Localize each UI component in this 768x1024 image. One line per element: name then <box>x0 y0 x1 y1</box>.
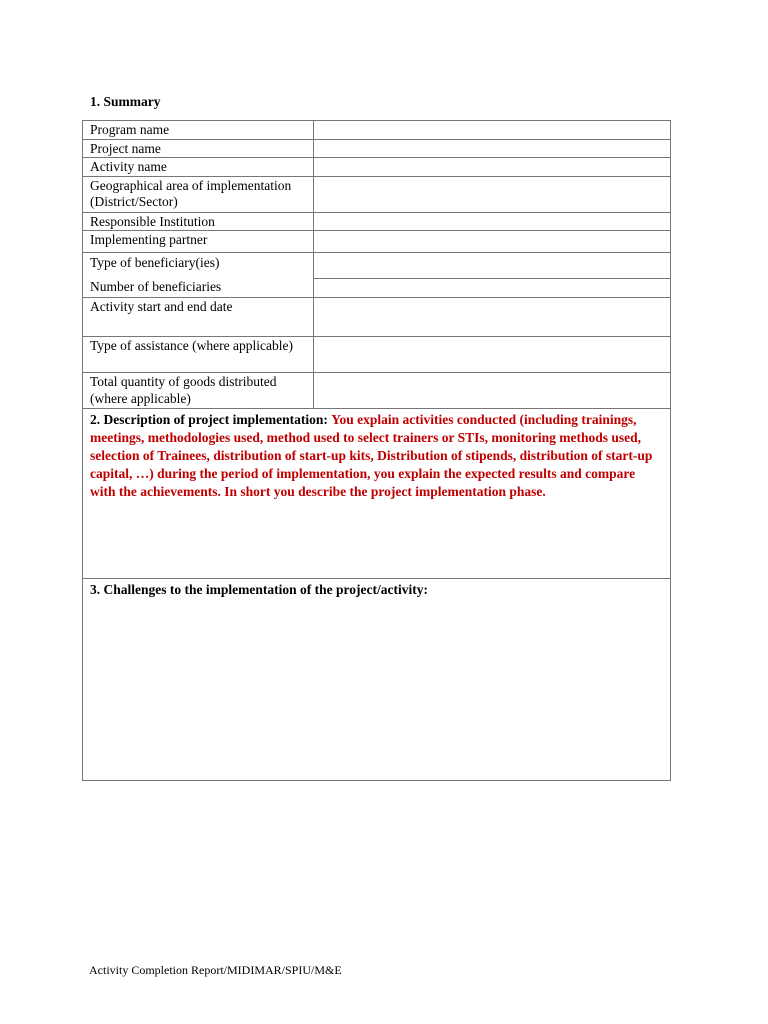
table-row <box>83 373 671 409</box>
challenges-heading: 3. Challenges to the implementation of the project/activity: <box>90 582 428 597</box>
total-goods-value[interactable] <box>314 373 671 409</box>
summary-heading: 1. Summary <box>90 94 161 109</box>
program-name-value[interactable] <box>314 121 671 140</box>
table-row <box>83 337 671 373</box>
type-of-beneficiaries-value[interactable] <box>314 253 670 279</box>
activity-name-value[interactable] <box>314 158 671 177</box>
description-instruction: You explain activities conducted (including trainings, meetings, methodologies used, method used to select trainers or STIs, monitoring methods used, selection of Trainees, distribution of start-up kits, Distribution of stipends, distribution of start-up capital, …) during the period of implementation, you explain the expected results and compare with the achievements. In short you describe the project implementation phase. <box>90 412 653 499</box>
table-row <box>83 176 671 212</box>
responsible-institution-label: Responsible Institution <box>83 212 314 231</box>
program-name-label: Program name <box>83 121 314 140</box>
description-heading: 2. Description of project implementation: <box>90 412 328 427</box>
geo-area-label: Geographical area of implementation (District/Sector) <box>83 176 314 212</box>
number-of-beneficiaries-label: Number of beneficiaries <box>90 279 222 294</box>
activity-dates-label: Activity start and end date <box>83 298 314 337</box>
total-goods-label: Total quantity of goods distributed (where applicable) <box>83 373 314 409</box>
implementing-partner-label: Implementing partner <box>83 231 314 253</box>
activity-name-label: Activity name <box>83 158 314 177</box>
table-row <box>83 298 671 337</box>
responsible-institution-value[interactable] <box>314 212 671 231</box>
project-name-label: Project name <box>83 139 314 158</box>
table-row <box>83 579 671 781</box>
type-of-beneficiaries-label: Type of beneficiary(ies) <box>90 255 220 270</box>
summary-table <box>82 120 671 781</box>
table-row <box>83 253 671 298</box>
geo-area-value[interactable] <box>314 176 671 212</box>
number-of-beneficiaries-value[interactable] <box>314 279 670 297</box>
table-row <box>83 139 671 158</box>
page-footer: Activity Completion Report/MIDIMAR/SPIU/M&E <box>89 963 342 977</box>
beneficiaries-value-cell <box>314 253 671 298</box>
challenges-cell[interactable] <box>83 579 671 781</box>
project-name-value[interactable] <box>314 139 671 158</box>
table-row <box>83 158 671 177</box>
activity-dates-value[interactable] <box>314 298 671 337</box>
table-row <box>83 121 671 140</box>
implementing-partner-value[interactable] <box>314 231 671 253</box>
beneficiaries-label-cell <box>83 253 314 298</box>
description-cell[interactable] <box>83 409 671 579</box>
table-row <box>83 212 671 231</box>
table-row <box>83 409 671 579</box>
type-of-assistance-value[interactable] <box>314 337 671 373</box>
table-row <box>83 231 671 253</box>
description-paragraph <box>90 410 663 501</box>
type-of-assistance-label: Type of assistance (where applicable) <box>83 337 314 373</box>
